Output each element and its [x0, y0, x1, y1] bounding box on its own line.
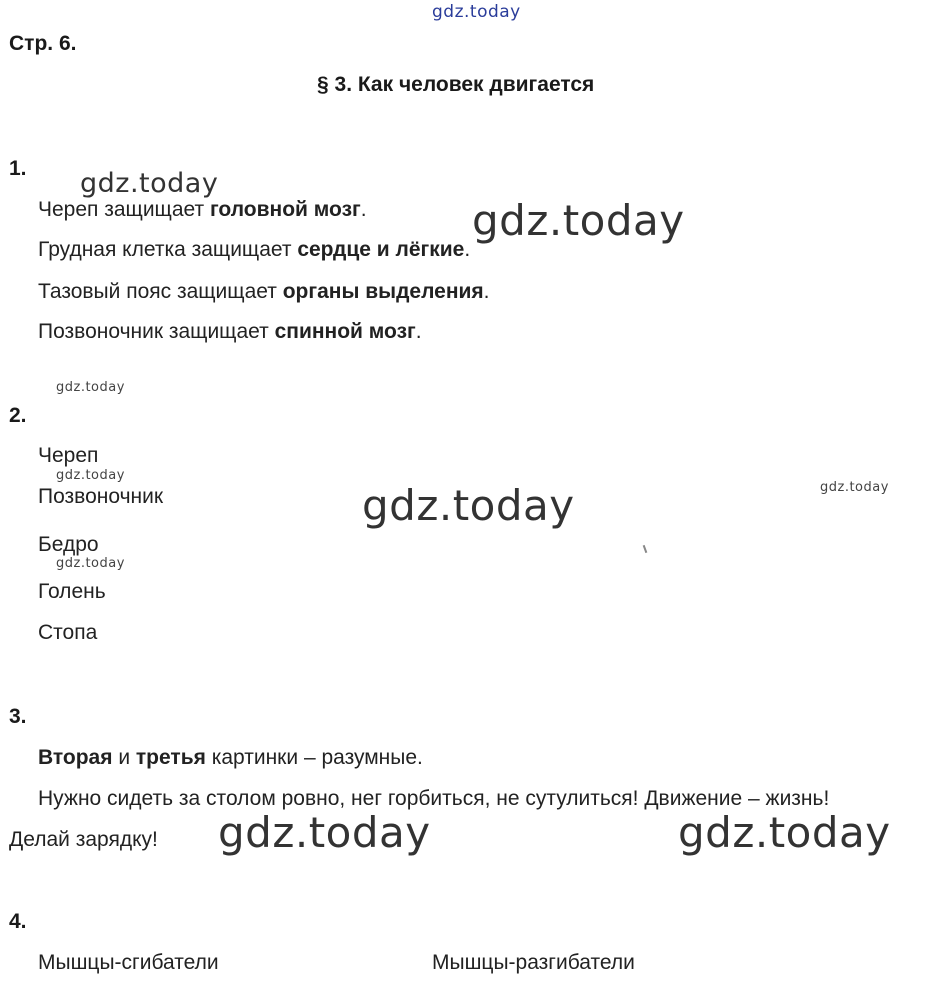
watermark: gdz.today [472, 196, 685, 245]
task-number-1: 1. [9, 157, 27, 180]
task-number-2: 2. [9, 404, 27, 427]
task3-line-advice: Нужно сидеть за столом ровно, нег горбиться, не сутулиться! Движение – жизнь! [38, 787, 830, 810]
task1-line: Позвоночник защищает спинной мозг. [38, 320, 422, 343]
page-label: Стр. 6. [9, 32, 77, 55]
task1-line: Тазовый пояс защищает органы выделения. [38, 280, 490, 303]
stray-mark [643, 545, 648, 553]
bone-list-item: Голень [38, 580, 106, 603]
task3-line-exercise: Делай зарядку! [9, 828, 158, 851]
watermark: gdz.today [362, 481, 575, 530]
watermark: gdz.today [56, 468, 125, 483]
column-extensors: Мышцы-разгибатели [432, 951, 635, 974]
column-flexors: Мышцы-сгибатели [38, 951, 219, 974]
task-number-3: 3. [9, 705, 27, 728]
task3-line-pictures: Вторая и третья картинки – разумные. [38, 746, 423, 769]
watermark-top: gdz.today [432, 2, 521, 22]
watermark: gdz.today [218, 808, 431, 857]
bone-list-item: Череп [38, 444, 99, 467]
watermark: gdz.today [56, 556, 125, 571]
watermark: gdz.today [56, 380, 125, 395]
bone-list-item: Позвоночник [38, 485, 164, 508]
watermark: gdz.today [678, 808, 891, 857]
task1-line: Череп защищает головной мозг. [38, 198, 367, 221]
bone-list-item: Стопа [38, 621, 98, 644]
bone-list-item: Бедро [38, 533, 99, 556]
task-number-4: 4. [9, 910, 27, 933]
task1-line: Грудная клетка защищает сердце и лёгкие. [38, 238, 471, 261]
watermark: gdz.today [80, 168, 219, 199]
watermark: gdz.today [820, 480, 889, 495]
section-title: § 3. Как человек двигается [317, 73, 595, 96]
